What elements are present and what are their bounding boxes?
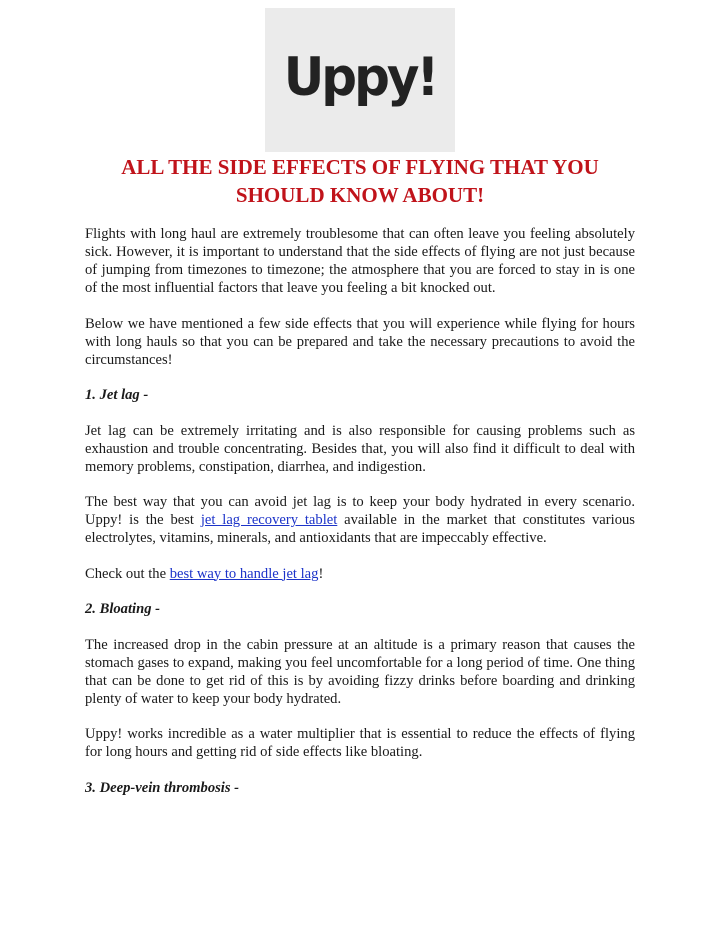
article-body (85, 225, 635, 814)
section-heading-deep-vein-thrombosis: 3. Deep-vein thrombosis - (85, 779, 240, 796)
check-out-text-before: Check out the (85, 565, 170, 582)
article-title (84, 153, 636, 209)
check-out-paragraph (85, 565, 635, 583)
intro-paragraph: Flights with long haul are extremely troublesome that can often leave you feeling absolutely sick. However, it is important to understand that the side effects of flying are not just because of jumping from timezones to timezone; the atmosphere that you are forced to stay in is one of the most influential factors that leave you feeling a bit knocked out. (85, 226, 635, 296)
article-title-line-2: SHOULD KNOW ABOUT! (235, 183, 485, 207)
check-out-text-after: ! (318, 565, 324, 582)
bloating-remedy-paragraph: Uppy! works incredible as a water multiplier that is essential to reduce the effects of flying for long hours and getting rid of side effects like bloating. (85, 726, 635, 760)
section-heading-bloating: 2. Bloating - (85, 601, 161, 617)
jet-lag-recovery-tablet-link[interactable]: jet lag recovery tablet (200, 512, 338, 528)
best-way-to-handle-jet-lag-link[interactable]: best way to handle jet lag (169, 565, 319, 582)
overview-paragraph: Below we have mentioned a few side effects that you will experience while flying for hours with long hauls so that you can be prepared and take the necessary precautions to avoid the circumstances! (85, 315, 635, 368)
jet-lag-remedy-paragraph (85, 493, 635, 547)
jet-lag-remedy-text-after: available in the market that constitutes various electrolytes, vitamins, minerals, and antioxidants that are impeccably effective. (85, 512, 635, 546)
jet-lag-paragraph: Jet lag can be extremely irritating and is also responsible for causing problems such as exhaustion and trouble concentrating. Besides that, you will also find it difficult to deal with memory problems, constipation, diarrhea, and indigestion. (85, 422, 635, 475)
brand-logo-text: Uppy! (283, 46, 437, 108)
brand-logo (265, 8, 455, 152)
article-title-line-1: ALL THE SIDE EFFECTS OF FLYING THAT YOU (121, 155, 599, 179)
bloating-paragraph: The increased drop in the cabin pressure at an altitude is a primary reason that causes the stomach gases to expand, making you feel uncomfortable for a long period of time. One thing that can be done to get rid of this is by avoiding fizzy drinks before boarding and drinking plenty of water to keep your body hydrated. (85, 636, 635, 707)
section-heading-jet-lag: 1. Jet lag - (85, 387, 149, 403)
jet-lag-remedy-text-before: The best way that you can avoid jet lag is to keep your body hydrated in every scenario. Uppy! is the best (85, 494, 635, 528)
